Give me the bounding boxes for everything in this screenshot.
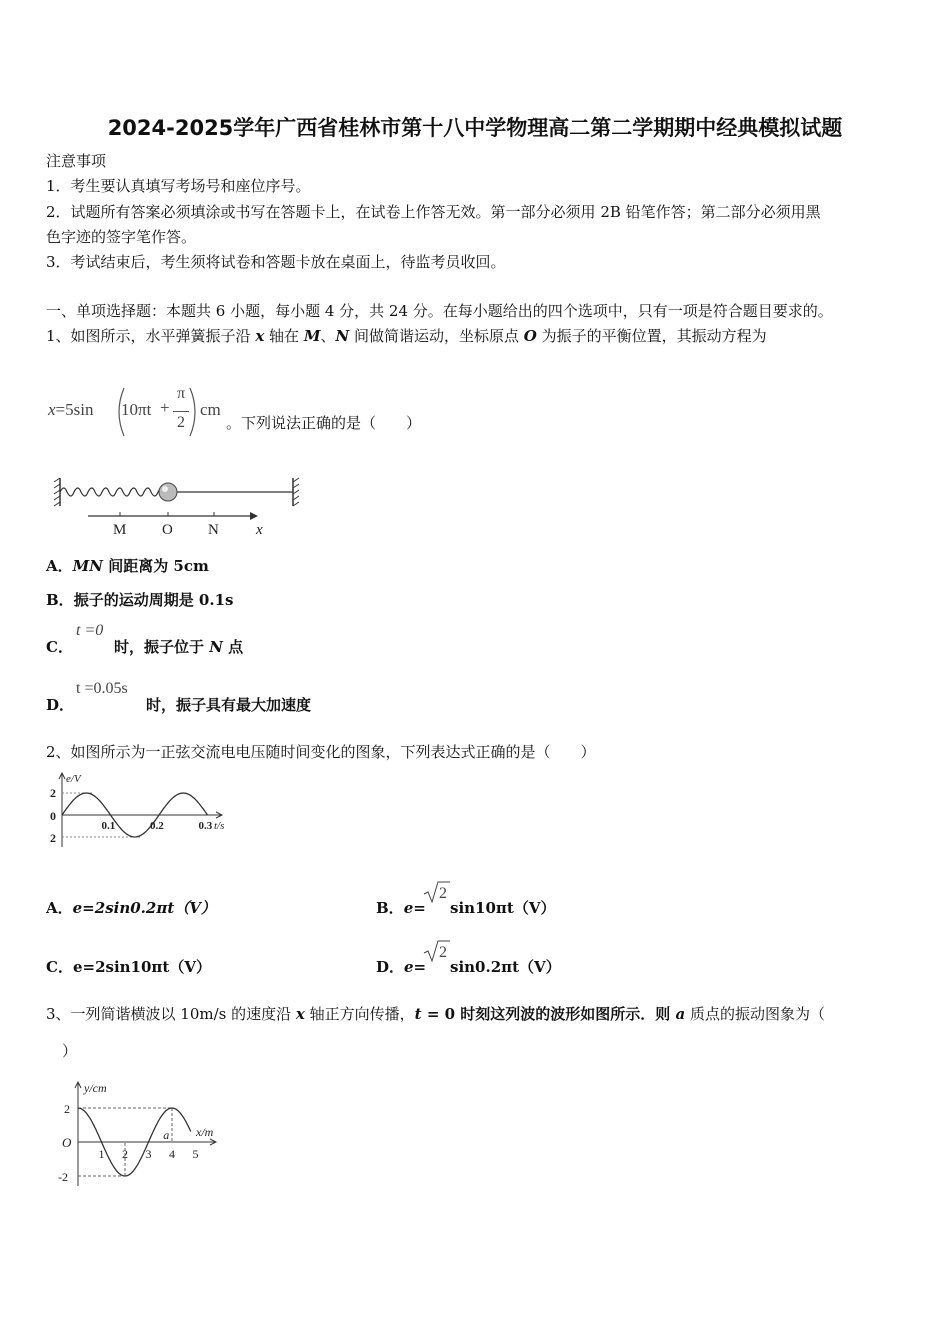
page-title: 2024-2025学年广西省桂林市第十八中学物理高二第二学期期中经典模拟试题 bbox=[107, 116, 843, 140]
q2-option-a[interactable]: A．e=2sin0.2πt（V） bbox=[46, 899, 216, 917]
x-tick-5: 5 bbox=[192, 1147, 199, 1161]
y-tick-zero: 0 bbox=[50, 809, 56, 823]
q2-option-d-sqrt bbox=[422, 939, 452, 965]
x-tick-2: 2 bbox=[122, 1147, 128, 1161]
q1-option-c-eq: t =0 bbox=[76, 622, 104, 639]
notice-item-1: 1．考生要认真填写考场号和座位序号。 bbox=[46, 177, 311, 195]
y-tick-bottom: 2 bbox=[50, 831, 56, 845]
origin-label: O bbox=[62, 1135, 72, 1150]
svg-text:2: 2 bbox=[439, 885, 447, 902]
x-tick-0.1: 0.1 bbox=[101, 820, 116, 832]
q2-option-c[interactable]: C．e=2sin10πt（V） bbox=[46, 958, 211, 976]
q1-eq-tail: 。下列说法正确的是（ ） bbox=[226, 414, 422, 432]
q3-wave-chart bbox=[54, 1078, 224, 1188]
q1-eq-unit: cm bbox=[200, 400, 221, 419]
label-M: M bbox=[113, 522, 127, 538]
x-tick-3: 3 bbox=[145, 1147, 152, 1161]
q1-eq-arg: 10πt bbox=[121, 400, 152, 419]
x-tick-0.3: 0.3 bbox=[198, 820, 213, 832]
y-axis-label: e/V bbox=[66, 773, 81, 785]
x-axis-label: t/s bbox=[214, 820, 225, 832]
spring-icon bbox=[60, 488, 165, 496]
q3-stem: 3、一列简谐横波以 10m/s 的速度沿 x 轴正方向传播，t = 0 时刻这列波的波形如图所示．则 a 质点的振动图象为（ bbox=[46, 1005, 826, 1023]
q1-option-d[interactable]: D． bbox=[46, 696, 75, 714]
q1-equation: x=5sin bbox=[48, 400, 94, 419]
label-O: O bbox=[162, 522, 173, 538]
label-x: x bbox=[256, 522, 263, 538]
y-axis-label: y/cm bbox=[84, 1081, 107, 1095]
q1-option-c[interactable]: C． bbox=[46, 638, 73, 656]
q2-option-b[interactable]: B．e= bbox=[376, 899, 426, 917]
q1-stem: 1、如图所示，水平弹簧振子沿 x 轴在 M、N 间做简谐运动，坐标原点 O 为振子的平衡位置，其振动方程为 bbox=[46, 327, 767, 345]
q2-option-d[interactable]: D．e= bbox=[376, 958, 427, 976]
q1-option-c-text: 时，振子位于 N 点 bbox=[114, 638, 244, 656]
svg-text:2: 2 bbox=[439, 944, 447, 961]
right-wall-icon bbox=[293, 478, 299, 506]
notice-item-2: 2．试题所有答案必须填涂或书写在答题卡上，在试卷上作答无效。第一部分必须用 2B 铅笔作答；第二部分必须用黑 bbox=[46, 203, 821, 221]
q2-option-d-text: sin0.2πt（V） bbox=[450, 958, 561, 976]
q3-stem-close: ） bbox=[62, 1042, 78, 1060]
q1-eq-den: 2 bbox=[177, 414, 185, 431]
q2-voltage-chart bbox=[44, 770, 244, 850]
q2-stem: 2、如图所示为一正弦交流电电压随时间变化的图象，下列表达式正确的是（ ） bbox=[46, 743, 596, 761]
y-tick-top: 2 bbox=[50, 786, 56, 800]
q1-option-a[interactable]: A．MN 间距离为 5cm bbox=[46, 557, 209, 575]
q1-eq-num: π bbox=[176, 385, 186, 402]
x-tick-4: 4 bbox=[169, 1147, 175, 1161]
left-wall-icon bbox=[54, 478, 60, 506]
section-heading: 一、单项选择题：本题共 6 小题，每小题 4 分，共 24 分。在每小题给出的四个选项中，只有一项是符合题目要求的。 bbox=[46, 302, 833, 320]
x-tick-0.2: 0.2 bbox=[150, 820, 164, 832]
q1-spring-figure bbox=[50, 472, 310, 538]
notice-item-3: 3．考试结束后，考生须将试卷和答题卡放在桌面上，待监考员收回。 bbox=[46, 253, 506, 271]
q1-option-b[interactable]: B．振子的运动周期是 0.1s bbox=[46, 591, 234, 609]
notice-heading: 注意事项 bbox=[46, 152, 107, 170]
notice-item-2-cont: 色字迹的签字笔作答。 bbox=[46, 228, 197, 246]
q1-option-d-eq: t =0.05s bbox=[76, 680, 128, 697]
q1-option-d-text: 时，振子具有最大加速度 bbox=[146, 696, 312, 714]
label-N: N bbox=[208, 522, 219, 538]
y-tick-top: 2 bbox=[64, 1102, 70, 1116]
q2-option-b-text: sin10πt（V） bbox=[450, 899, 556, 917]
ball-icon bbox=[159, 483, 177, 501]
point-a-label: a bbox=[163, 1128, 170, 1142]
q1-eq-plus: + bbox=[160, 398, 170, 417]
y-tick-bottom: -2 bbox=[58, 1170, 68, 1184]
x-axis-label: x/m bbox=[196, 1125, 214, 1139]
x-tick-1: 1 bbox=[98, 1147, 105, 1161]
q2-option-b-sqrt bbox=[422, 880, 452, 906]
